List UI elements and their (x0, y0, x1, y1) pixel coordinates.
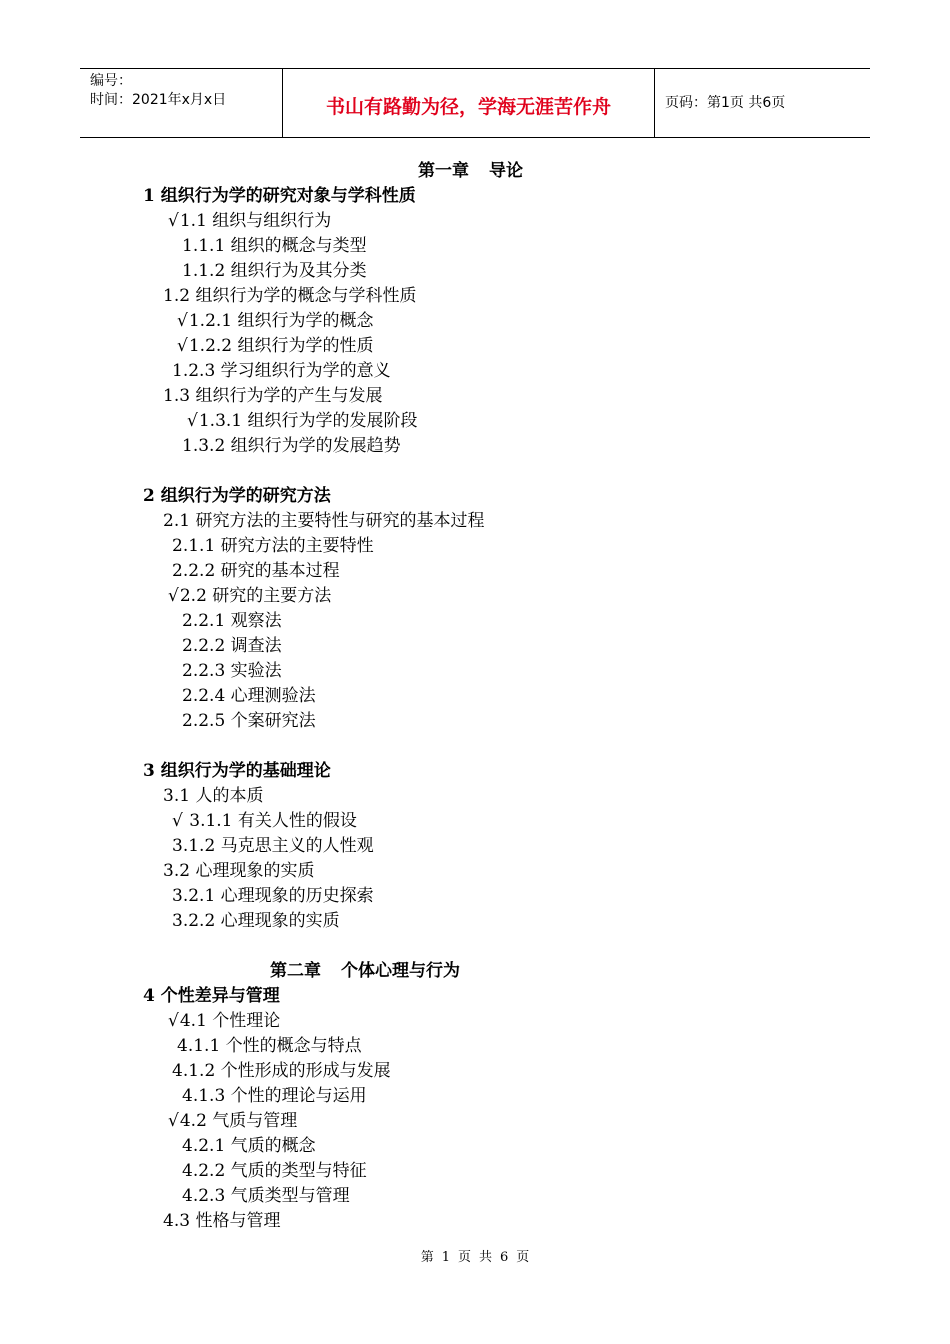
outline-item-2-2: √2.2 研究的主要方法 (168, 586, 332, 606)
outline-item-2-2-2: 2.2.2 调查法 (182, 636, 282, 656)
check-mark-icon: √ (168, 586, 179, 606)
outline-item-4-2-3: 4.2.3 气质类型与管理 (182, 1186, 350, 1206)
footer-total-pages: 6 (500, 1250, 509, 1265)
chapter-title: 导论 (489, 161, 523, 181)
outline-item-1-3-2: 1.3.2 组织行为学的发展趋势 (182, 436, 401, 456)
outline-item-1-1-1: 1.1.1 组织的概念与类型 (182, 236, 367, 256)
outline-item-2-2-3: 2.2.3 实验法 (182, 661, 282, 681)
header-motto: 书山有路勤为径，学海无涯苦作舟 (325, 96, 611, 118)
check-mark-icon: √ (172, 811, 183, 831)
outline-item-4-1: √4.1 个性理论 (168, 1011, 281, 1031)
outline-section-1: 1 组织行为学的研究对象与学科性质 (143, 186, 416, 206)
chapter-label: 第一章 (418, 161, 469, 181)
chapter-label: 第二章 (270, 961, 321, 981)
outline-item-4-1-3: 4.1.3 个性的理论与运用 (182, 1086, 367, 1106)
outline-item-4-3: 4.3 性格与管理 (163, 1211, 281, 1231)
check-mark-icon: √ (177, 336, 188, 356)
footer-text: 共 (479, 1250, 493, 1265)
outline-item-2-1: 2.1 研究方法的主要特性与研究的基本过程 (163, 511, 485, 531)
outline-item-2-2-5: 2.2.5 个案研究法 (182, 711, 316, 731)
outline-section-3: 3 组织行为学的基础理论 (143, 761, 331, 781)
outline-item-3-1: 3.1 人的本质 (163, 786, 264, 806)
chapter-1-heading (418, 159, 523, 183)
document-time-label: 时间：2021年x月x日 (90, 92, 227, 108)
outline-item-1-3: 1.3 组织行为学的产生与发展 (163, 386, 383, 406)
outline-item-2-2-4: 2.2.4 心理测验法 (182, 686, 316, 706)
check-mark-icon: √ (177, 311, 188, 331)
footer-text: 页 (457, 1250, 471, 1265)
outline-item-1-2-3: 1.2.3 学习组织行为学的意义 (172, 361, 391, 381)
outline-item-1-1: √1.1 组织与组织行为 (168, 211, 332, 231)
header-info-cell (80, 69, 283, 137)
outline-item-3-2-2: 3.2.2 心理现象的实质 (172, 911, 340, 931)
outline-item-2-2-2a: 2.2.2 研究的基本过程 (172, 561, 340, 581)
header-motto-cell (283, 69, 655, 137)
footer-page-number: 1 (441, 1250, 450, 1265)
chapter-title: 个体心理与行为 (341, 961, 460, 981)
footer-text: 页 (516, 1250, 530, 1265)
outline-item-4-2: √4.2 气质与管理 (168, 1111, 298, 1131)
document-number-label: 编号： (90, 73, 132, 89)
outline-item-4-1-1: 4.1.1 个性的概念与特点 (177, 1036, 362, 1056)
outline-item-4-2-2: 4.2.2 气质的类型与特征 (182, 1161, 367, 1181)
outline-item-3-1-1: √ 3.1.1 有关人性的假设 (172, 811, 357, 831)
outline-item-2-1-1: 2.1.1 研究方法的主要特性 (172, 536, 374, 556)
outline-item-3-2: 3.2 心理现象的实质 (163, 861, 315, 881)
check-mark-icon: √ (187, 411, 198, 431)
outline-item-3-2-1: 3.2.1 心理现象的历史探索 (172, 886, 374, 906)
header-page-cell (655, 69, 870, 137)
page-header (80, 68, 870, 138)
outline-item-4-2-1: 4.2.1 气质的概念 (182, 1136, 316, 1156)
page-footer (0, 1246, 950, 1265)
outline-item-4-1-2: 4.1.2 个性形成的形成与发展 (172, 1061, 391, 1081)
footer-text: 第 (420, 1250, 434, 1265)
check-mark-icon: √ (168, 1111, 179, 1131)
outline-item-1-2: 1.2 组织行为学的概念与学科性质 (163, 286, 417, 306)
chapter-2-heading (270, 959, 460, 983)
outline-item-1-2-2: √1.2.2 组织行为学的性质 (177, 336, 374, 356)
header-page-number: 页码：第1页 共6页 (665, 95, 786, 111)
check-mark-icon: √ (168, 1011, 179, 1031)
outline-item-2-2-1: 2.2.1 观察法 (182, 611, 282, 631)
check-mark-icon: √ (168, 211, 179, 231)
outline-item-1-1-2: 1.1.2 组织行为及其分类 (182, 261, 367, 281)
outline-item-3-1-2: 3.1.2 马克思主义的人性观 (172, 836, 374, 856)
outline-section-2: 2 组织行为学的研究方法 (143, 486, 331, 506)
outline-section-4: 4 个性差异与管理 (143, 986, 280, 1006)
outline-item-1-3-1: √1.3.1 组织行为学的发展阶段 (187, 411, 418, 431)
outline-item-1-2-1: √1.2.1 组织行为学的概念 (177, 311, 374, 331)
